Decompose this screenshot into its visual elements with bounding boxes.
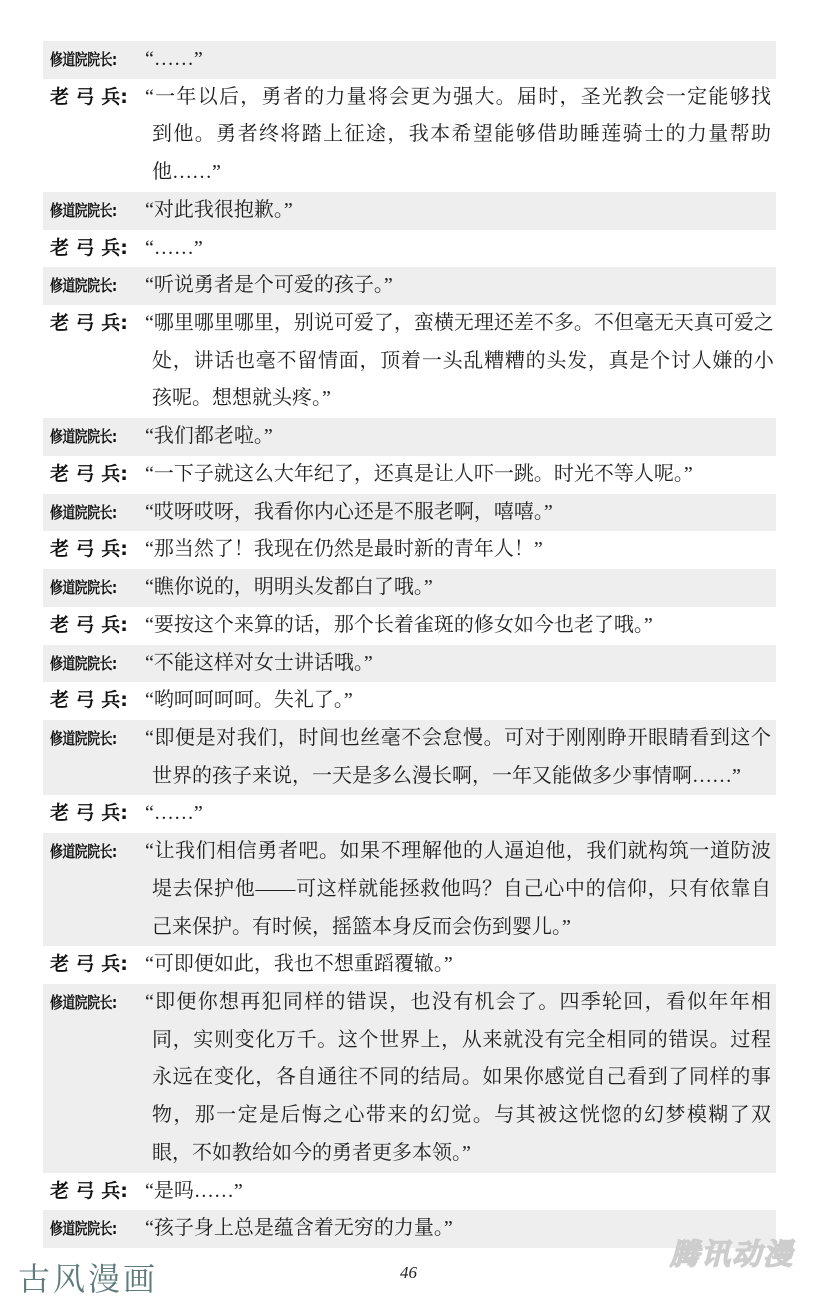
dialogue-text bbox=[145, 41, 776, 79]
speaker-label bbox=[43, 494, 145, 532]
dialogue-text bbox=[145, 267, 776, 305]
speaker-label bbox=[43, 41, 145, 79]
speaker-name: 老 弓 兵: bbox=[50, 85, 128, 108]
dialogue-row-soldier bbox=[43, 79, 776, 192]
speaker-name: 修道院院长: bbox=[50, 1219, 117, 1239]
dialogue-row-abbot bbox=[43, 192, 776, 230]
dialogue-line: “可即便如此，我也不想重蹈覆辙。” bbox=[145, 953, 453, 976]
dialogue-text bbox=[145, 192, 776, 230]
dialogue-line: “哪里哪里哪里，别说可爱了，蛮横无理还差不多。不但毫无天真可爱之 bbox=[145, 312, 774, 335]
speaker-label bbox=[43, 230, 145, 268]
dialogue-line: “不能这样对女士讲话哦。” bbox=[145, 651, 373, 674]
dialogue-line: “哎呀哎呀，我看你内心还是不服老啊，嘻嘻。” bbox=[145, 500, 553, 523]
speaker-name: 修道院院长: bbox=[50, 842, 117, 862]
speaker-label bbox=[43, 607, 145, 645]
dialogue-text bbox=[145, 569, 776, 607]
speaker-label bbox=[43, 833, 145, 871]
dialogue-line: 堤去保护他——可这样就能拯救他吗？自己心中的信仰，只有依靠自 bbox=[152, 877, 771, 900]
speaker-name: 老 弓 兵: bbox=[50, 312, 128, 335]
dialogue-row-abbot bbox=[43, 645, 776, 683]
speaker-name: 修道院院长: bbox=[50, 200, 117, 220]
speaker-name: 修道院院长: bbox=[50, 276, 117, 296]
speaker-label bbox=[43, 531, 145, 569]
dialogue-line: 他……” bbox=[152, 161, 221, 184]
dialogue-line: “一下子就这么大年纪了，还真是让人吓一跳。时光不等人呢。” bbox=[145, 462, 693, 485]
dialogue-row-soldier bbox=[43, 607, 776, 645]
dialogue-row-abbot bbox=[43, 267, 776, 305]
dialogue-line: “即便你想再犯同样的错误，也没有机会了。四季轮回，看似年年相 bbox=[145, 990, 771, 1013]
dialogue-text bbox=[145, 833, 776, 946]
dialogue-row-abbot bbox=[43, 833, 776, 946]
dialogue-line: 眼，不如教给如今的勇者更多本领。” bbox=[152, 1141, 471, 1164]
dialogue-text bbox=[145, 305, 779, 418]
dialogue-line: “要按这个来算的话，那个长着雀斑的修女如今也老了哦。” bbox=[145, 613, 653, 636]
dialogue-line: “哟呵呵呵呵。失礼了。” bbox=[145, 689, 353, 712]
dialogue-row-abbot bbox=[43, 494, 776, 532]
dialogue-line: 到他。勇者终将踏上征途，我本希望能够借助睡莲骑士的力量帮助 bbox=[152, 123, 771, 146]
speaker-label bbox=[43, 1210, 145, 1248]
dialogue-line: “我们都老啦。” bbox=[145, 425, 273, 448]
dialogue-text bbox=[145, 418, 776, 456]
speaker-name: 老 弓 兵: bbox=[50, 689, 128, 712]
speaker-label bbox=[43, 456, 145, 494]
speaker-label bbox=[43, 305, 145, 343]
dialogue-row-abbot bbox=[43, 41, 776, 79]
dialogue-text bbox=[145, 1173, 776, 1211]
speaker-label bbox=[43, 984, 145, 1022]
dialogue-line: 永远在变化，各自通往不同的结局。如果你感觉自己看到了同样的事 bbox=[152, 1066, 771, 1089]
dialogue-line: “一年以后，勇者的力量将会更为强大。届时，圣光教会一定能够找 bbox=[145, 85, 771, 108]
speaker-label bbox=[43, 569, 145, 607]
dialogue-text bbox=[145, 79, 776, 192]
dialogue-line: 物，那一定是后悔之心带来的幻觉。与其被这恍惚的幻梦模糊了双 bbox=[152, 1104, 771, 1127]
dialogue-row-soldier bbox=[43, 531, 776, 569]
speaker-label bbox=[43, 645, 145, 683]
dialogue-line: 孩呢。想想就头疼。” bbox=[152, 387, 331, 410]
dialogue-line: “……” bbox=[145, 236, 203, 259]
speaker-name: 修道院院长: bbox=[50, 50, 117, 69]
speaker-name: 修道院院长: bbox=[50, 502, 117, 522]
dialogue-row-soldier bbox=[43, 1173, 776, 1211]
dialogue-text bbox=[145, 531, 776, 569]
dialogue-line: 己来保护。有时候，摇篮本身反而会伤到婴儿。” bbox=[152, 915, 571, 938]
dialogue-row-soldier bbox=[43, 946, 776, 984]
speaker-name: 老 弓 兵: bbox=[50, 462, 128, 485]
dialogue-line: 世界的孩子来说，一天是多么漫长啊，一年又能做多少事情啊……” bbox=[152, 764, 741, 787]
speaker-name: 修道院院长: bbox=[50, 653, 117, 673]
dialogue-text bbox=[145, 230, 776, 268]
dialogue-list bbox=[43, 41, 776, 1248]
speaker-name: 老 弓 兵: bbox=[50, 613, 128, 636]
dialogue-line: “让我们相信勇者吧。如果不理解他的人逼迫他，我们就构筑一道防波 bbox=[145, 840, 771, 863]
dialogue-row-abbot bbox=[43, 720, 776, 795]
watermark-tencent-comics-logo: 腾讯动漫 bbox=[670, 1237, 795, 1271]
speaker-name: 老 弓 兵: bbox=[50, 953, 128, 976]
dialogue-row-abbot bbox=[43, 418, 776, 456]
dialogue-text bbox=[145, 984, 776, 1173]
dialogue-text bbox=[145, 607, 776, 645]
dialogue-text bbox=[145, 456, 776, 494]
dialogue-text bbox=[145, 645, 776, 683]
dialogue-line: “……” bbox=[145, 48, 203, 70]
speaker-label bbox=[43, 720, 145, 758]
dialogue-row-abbot bbox=[43, 984, 776, 1173]
speaker-name: 修道院院长: bbox=[50, 427, 117, 447]
dialogue-row-soldier bbox=[43, 305, 776, 418]
speaker-label bbox=[43, 682, 145, 720]
speaker-label bbox=[43, 267, 145, 305]
speaker-name: 修道院院长: bbox=[50, 992, 117, 1012]
speaker-name: 老 弓 兵: bbox=[50, 802, 128, 825]
dialogue-line: 处，讲话也毫不留情面，顶着一头乱糟糟的头发，真是个讨人嫌的小 bbox=[152, 349, 774, 372]
dialogue-row-soldier bbox=[43, 795, 776, 833]
dialogue-text bbox=[145, 946, 776, 984]
speaker-name: 老 弓 兵: bbox=[50, 236, 128, 259]
dialogue-row-soldier bbox=[43, 682, 776, 720]
dialogue-line: “……” bbox=[145, 802, 203, 825]
speaker-name: 老 弓 兵: bbox=[50, 1179, 128, 1202]
speaker-name: 老 弓 兵: bbox=[50, 538, 128, 561]
dialogue-text bbox=[145, 720, 776, 795]
dialogue-line: “是吗……” bbox=[145, 1179, 243, 1202]
dialogue-text bbox=[145, 795, 776, 833]
speaker-label bbox=[43, 418, 145, 456]
speaker-label bbox=[43, 79, 145, 117]
dialogue-row-soldier bbox=[43, 456, 776, 494]
speaker-label bbox=[43, 946, 145, 984]
dialogue-text bbox=[145, 682, 776, 720]
speaker-label bbox=[43, 1173, 145, 1211]
dialogue-line: “听说勇者是个可爱的孩子。” bbox=[145, 274, 393, 297]
dialogue-line: “对此我很抱歉。” bbox=[145, 198, 293, 221]
dialogue-line: “那当然了！我现在仍然是最时新的青年人！” bbox=[145, 538, 543, 561]
dialogue-line: “即便是对我们，时间也丝毫不会怠慢。可对于刚刚睁开眼睛看到这个 bbox=[145, 726, 771, 749]
page-number: 46 bbox=[400, 1263, 417, 1282]
speaker-label bbox=[43, 795, 145, 833]
dialogue-line: “瞧你说的，明明头发都白了哦。” bbox=[145, 576, 433, 599]
dialogue-line: “孩子身上总是蕴含着无穷的力量。” bbox=[145, 1217, 453, 1240]
dialogue-row-abbot bbox=[43, 569, 776, 607]
watermark-gufeng-manhua: 古风漫画 bbox=[18, 1260, 159, 1298]
speaker-name: 修道院院长: bbox=[50, 728, 117, 748]
speaker-name: 修道院院长: bbox=[50, 578, 117, 598]
dialogue-line: 同，实则变化万千。这个世界上，从来就没有完全相同的错误。过程 bbox=[152, 1028, 771, 1051]
dialogue-text bbox=[145, 494, 776, 532]
dialogue-row-soldier bbox=[43, 230, 776, 268]
dialogue-row-abbot bbox=[43, 1210, 776, 1248]
speaker-label bbox=[43, 192, 145, 230]
